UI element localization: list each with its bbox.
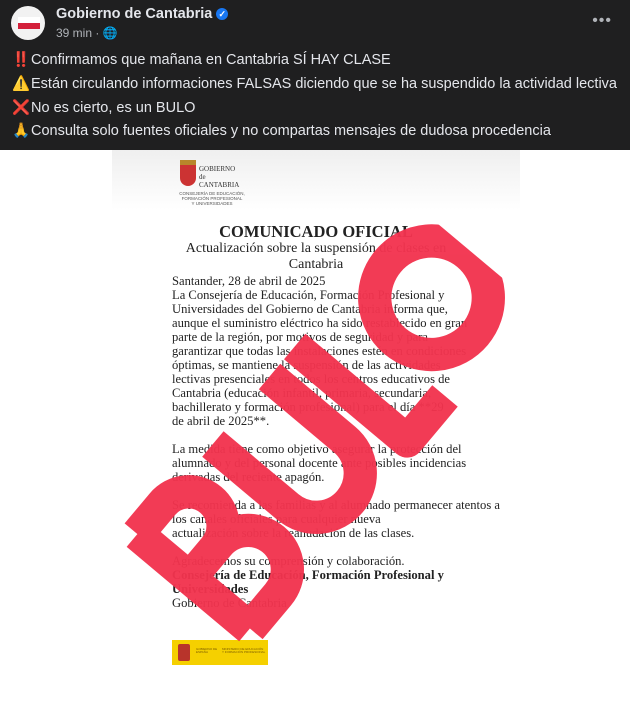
globe-icon: 🌐	[102, 26, 118, 40]
verified-badge-icon: ✓	[216, 8, 228, 20]
signature-bold: Consejería de Educación, Formación Profesional y	[172, 568, 444, 582]
post-header	[0, 0, 630, 150]
logo-line: CANTABRIA	[199, 181, 240, 189]
post-line	[12, 51, 391, 69]
document-line: aunque el suministro eléctrico ha sido restablecido en gran	[172, 316, 468, 330]
document-line: actualización sobre la reanudación de las clases.	[172, 526, 415, 540]
post-text: Confirmamos que mañana en Cantabria SÍ HAY CLASE	[31, 52, 391, 68]
logo-sub-line: Y UNIVERSIDADES	[191, 201, 233, 206]
logo-line: de	[199, 173, 206, 181]
document-line: los canales oficiales para cualquier nueva	[172, 512, 381, 526]
document-line: La medida tiene como objetivo asegurar la protección del	[172, 442, 462, 456]
document-line: garantizar que todas las instalaciones estén en condiciones	[172, 344, 467, 358]
post-line	[12, 75, 617, 93]
post-text: No es cierto, es un BULO	[31, 100, 196, 116]
document-title: COMUNICADO OFICIAL	[219, 222, 413, 241]
spain-coat-of-arms-icon	[178, 644, 190, 661]
document-line: de abril de 2025**.	[172, 414, 270, 428]
cantabria-flag-icon	[18, 17, 40, 29]
footer-logo-text: MINISTERIO DE EDUCACIÓN Y FORMACIÓN PROFESIONAL	[222, 647, 266, 654]
document-line: Se recomienda a las familias y al alumnado permanecer atentos a	[172, 498, 500, 512]
document-line: derivadas del reciente apagón.	[172, 470, 325, 484]
author-name[interactable]	[56, 6, 228, 23]
avatar[interactable]	[11, 6, 45, 40]
author-label[interactable]: Gobierno de Cantabria	[56, 6, 213, 22]
document-line: Cantabria (educación infantil, primaria, secundaria,	[172, 386, 432, 400]
document-line: Agradecemos su comprensión y colaboración.	[172, 554, 405, 568]
praying-hands-icon: 🙏	[12, 123, 31, 139]
post-text: Consulta solo fuentes oficiales y no compartas mensajes de dudosa procedencia	[31, 123, 551, 139]
cross-icon: ❌	[12, 100, 31, 116]
post-text: Están circulando informaciones FALSAS diciendo que se ha suspendido la actividad lectiva	[31, 76, 617, 92]
signature-bold: Universidades	[172, 582, 249, 596]
document-line: Santander, 28 de abril de 2025	[172, 274, 326, 288]
footer-logo-text: GOBIERNO DE ESPAÑA	[196, 647, 218, 654]
post-line	[12, 99, 195, 117]
logo-line: GOBIERNO	[199, 165, 236, 173]
post-meta	[56, 26, 118, 40]
warning-icon: ⚠️	[12, 76, 31, 92]
document-subtitle: Cantabria	[288, 257, 344, 272]
document-line: alumnado y del personal docente ante posibles incidencias	[172, 456, 467, 470]
document-line: Universidades del Gobierno de Cantabria informa que,	[172, 302, 448, 316]
logo-sub-line: CONSEJERÍA DE EDUCACIÓN,	[179, 191, 245, 196]
logo-text	[199, 165, 239, 189]
document-line: La Consejería de Educación, Formación Profesional y	[172, 288, 445, 302]
logo-subtext	[176, 191, 248, 206]
spain-government-logo	[172, 640, 268, 665]
document-line: parte de la región, por motivos de seguridad y para	[172, 330, 428, 344]
document-line: lectivas presenciales en todos los centros educativos de	[172, 372, 451, 386]
more-options-button[interactable]: •••	[592, 12, 612, 29]
post-line	[12, 122, 551, 140]
document-line: bachillerato y formación profesional) para el día **29	[172, 400, 444, 414]
double-exclamation-icon: ‼️	[12, 52, 31, 68]
signature: Gobierno de Cantabria	[172, 596, 287, 610]
document-subtitle: Actualización sobre la suspensión de clases en	[185, 241, 447, 256]
document-line: óptimas, se mantiene la suspensión de las actividades	[172, 358, 441, 372]
cantabria-crest-icon	[180, 160, 196, 186]
logo-sub-line: FORMACIÓN PROFESIONAL	[181, 196, 243, 201]
post-time[interactable]: 39 min ·	[56, 26, 100, 40]
